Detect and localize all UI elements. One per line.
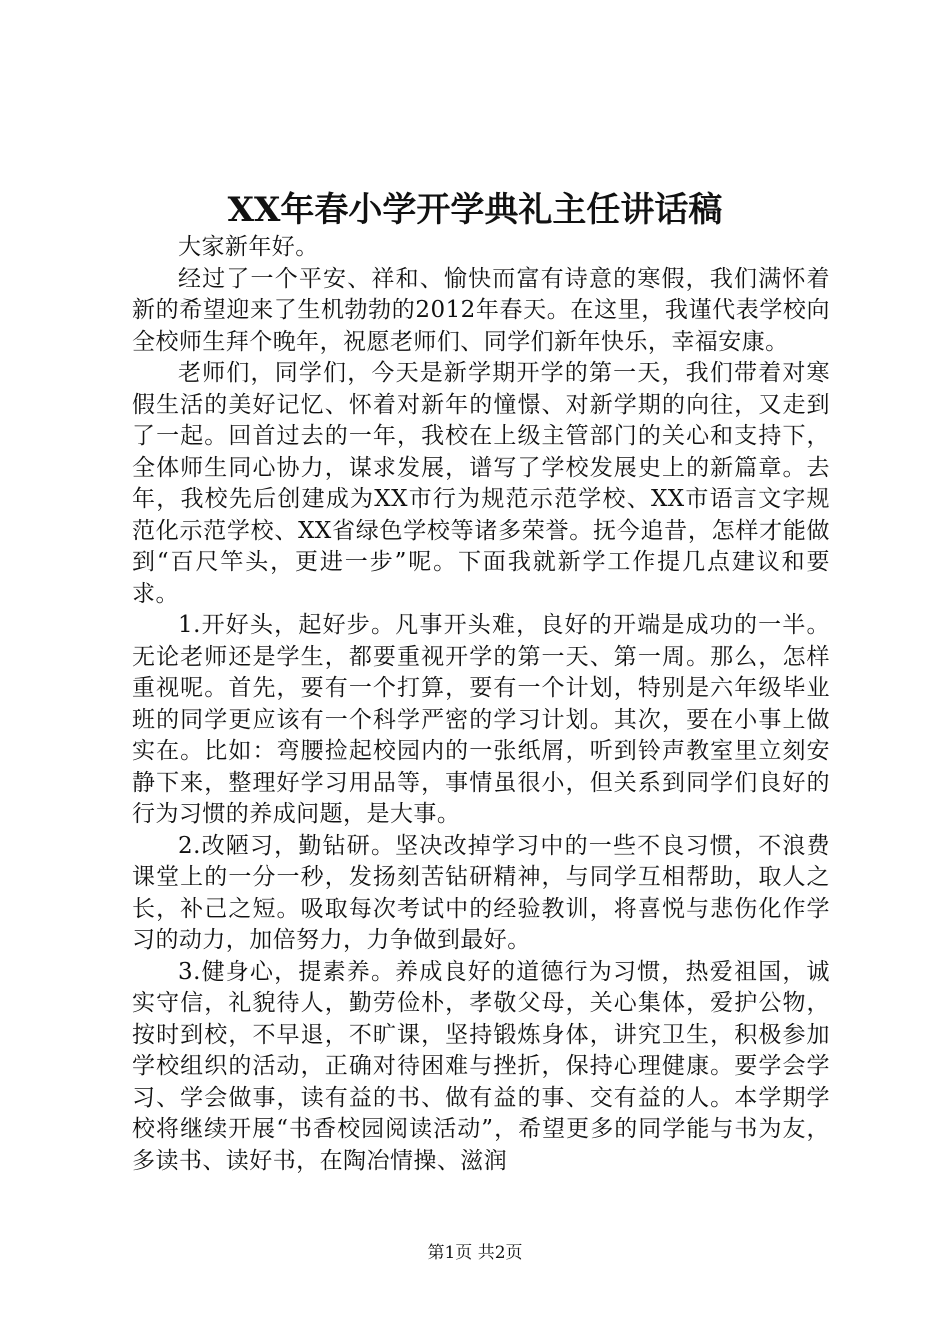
page-number-footer: 第1页 共2页 <box>427 1243 523 1263</box>
paragraph-point-1: 1.开好头，起好步。凡事开头难，良好的开端是成功的一半。无论老师还是学生，都要重视开学的第一天、第一周。那么，怎样重视呢。首先，要有一个打算，要有一个计划，特别是六年级毕业班的同学更应该有一个科学严密的学习计划。其次，要在小事上做实在。比如：弯腰捡起校园内的一张纸屑，听到铃声教室里立刻安静下来，整理好学习用品等，事情虽很小，但关系到同学们良好的行为习惯的养成问题，是大事。 <box>132 612 830 827</box>
paragraph-greeting: 大家新年好。 <box>178 234 319 260</box>
document-title: XX年春小学开学典礼主任讲话稿 <box>227 190 723 230</box>
paragraph-review: 老师们，同学们，今天是新学期开学的第一天，我们带着对寒假生活的美好记忆、怀着对新年的憧憬、对新学期的向往，又走到了一起。回首过去的一年，我校在上级主管部门的关心和支持下，全体师生同心协力，谋求发展，谱写了学校发展史上的新篇章。去年，我校先后创建成为XX市行为规范示范学校、XX市语言文字规范化示范学校、XX省绿色学校等诸多荣誉。抚今追昔，怎样才能做到“百尺竿头，更进一步”呢。下面我就新学工作提几点建议和要求。 <box>132 360 830 607</box>
paragraph-point-3: 3.健身心，提素养。养成良好的道德行为习惯，热爱祖国，诚实守信，礼貌待人，勤劳俭朴，孝敬父母，关心集体，爱护公物，按时到校，不早退，不旷课，坚持锻炼身体，讲究卫生，积极参加学校组织的活动，正确对待困难与挫折，保持心理健康。要学会学习、学会做事，读有益的书、做有益的事、交有益的人。本学期学校将继续开展“书香校园阅读活动”，希望更多的同学能与书为友，多读书、读好书，在陶冶情操、滋润 <box>132 958 830 1174</box>
document-body <box>132 232 830 1177</box>
paragraph-intro: 经过了一个平安、祥和、愉快而富有诗意的寒假，我们满怀着新的希望迎来了生机勃勃的2012年春天。在这里，我谨代表学校向全校师生拜个晚年，祝愿老师们、同学们新年快乐，幸福安康。 <box>132 265 830 355</box>
paragraph-point-2: 2.改陋习，勤钻研。坚决改掉学习中的一些不良习惯，不浪费课堂上的一分一秒，发扬刻苦钻研精神，与同学互相帮助，取人之长，补己之短。吸取每次考试中的经验教训，将喜悦与悲伤化作学习的动力，加倍努力，力争做到最好。 <box>132 832 830 953</box>
